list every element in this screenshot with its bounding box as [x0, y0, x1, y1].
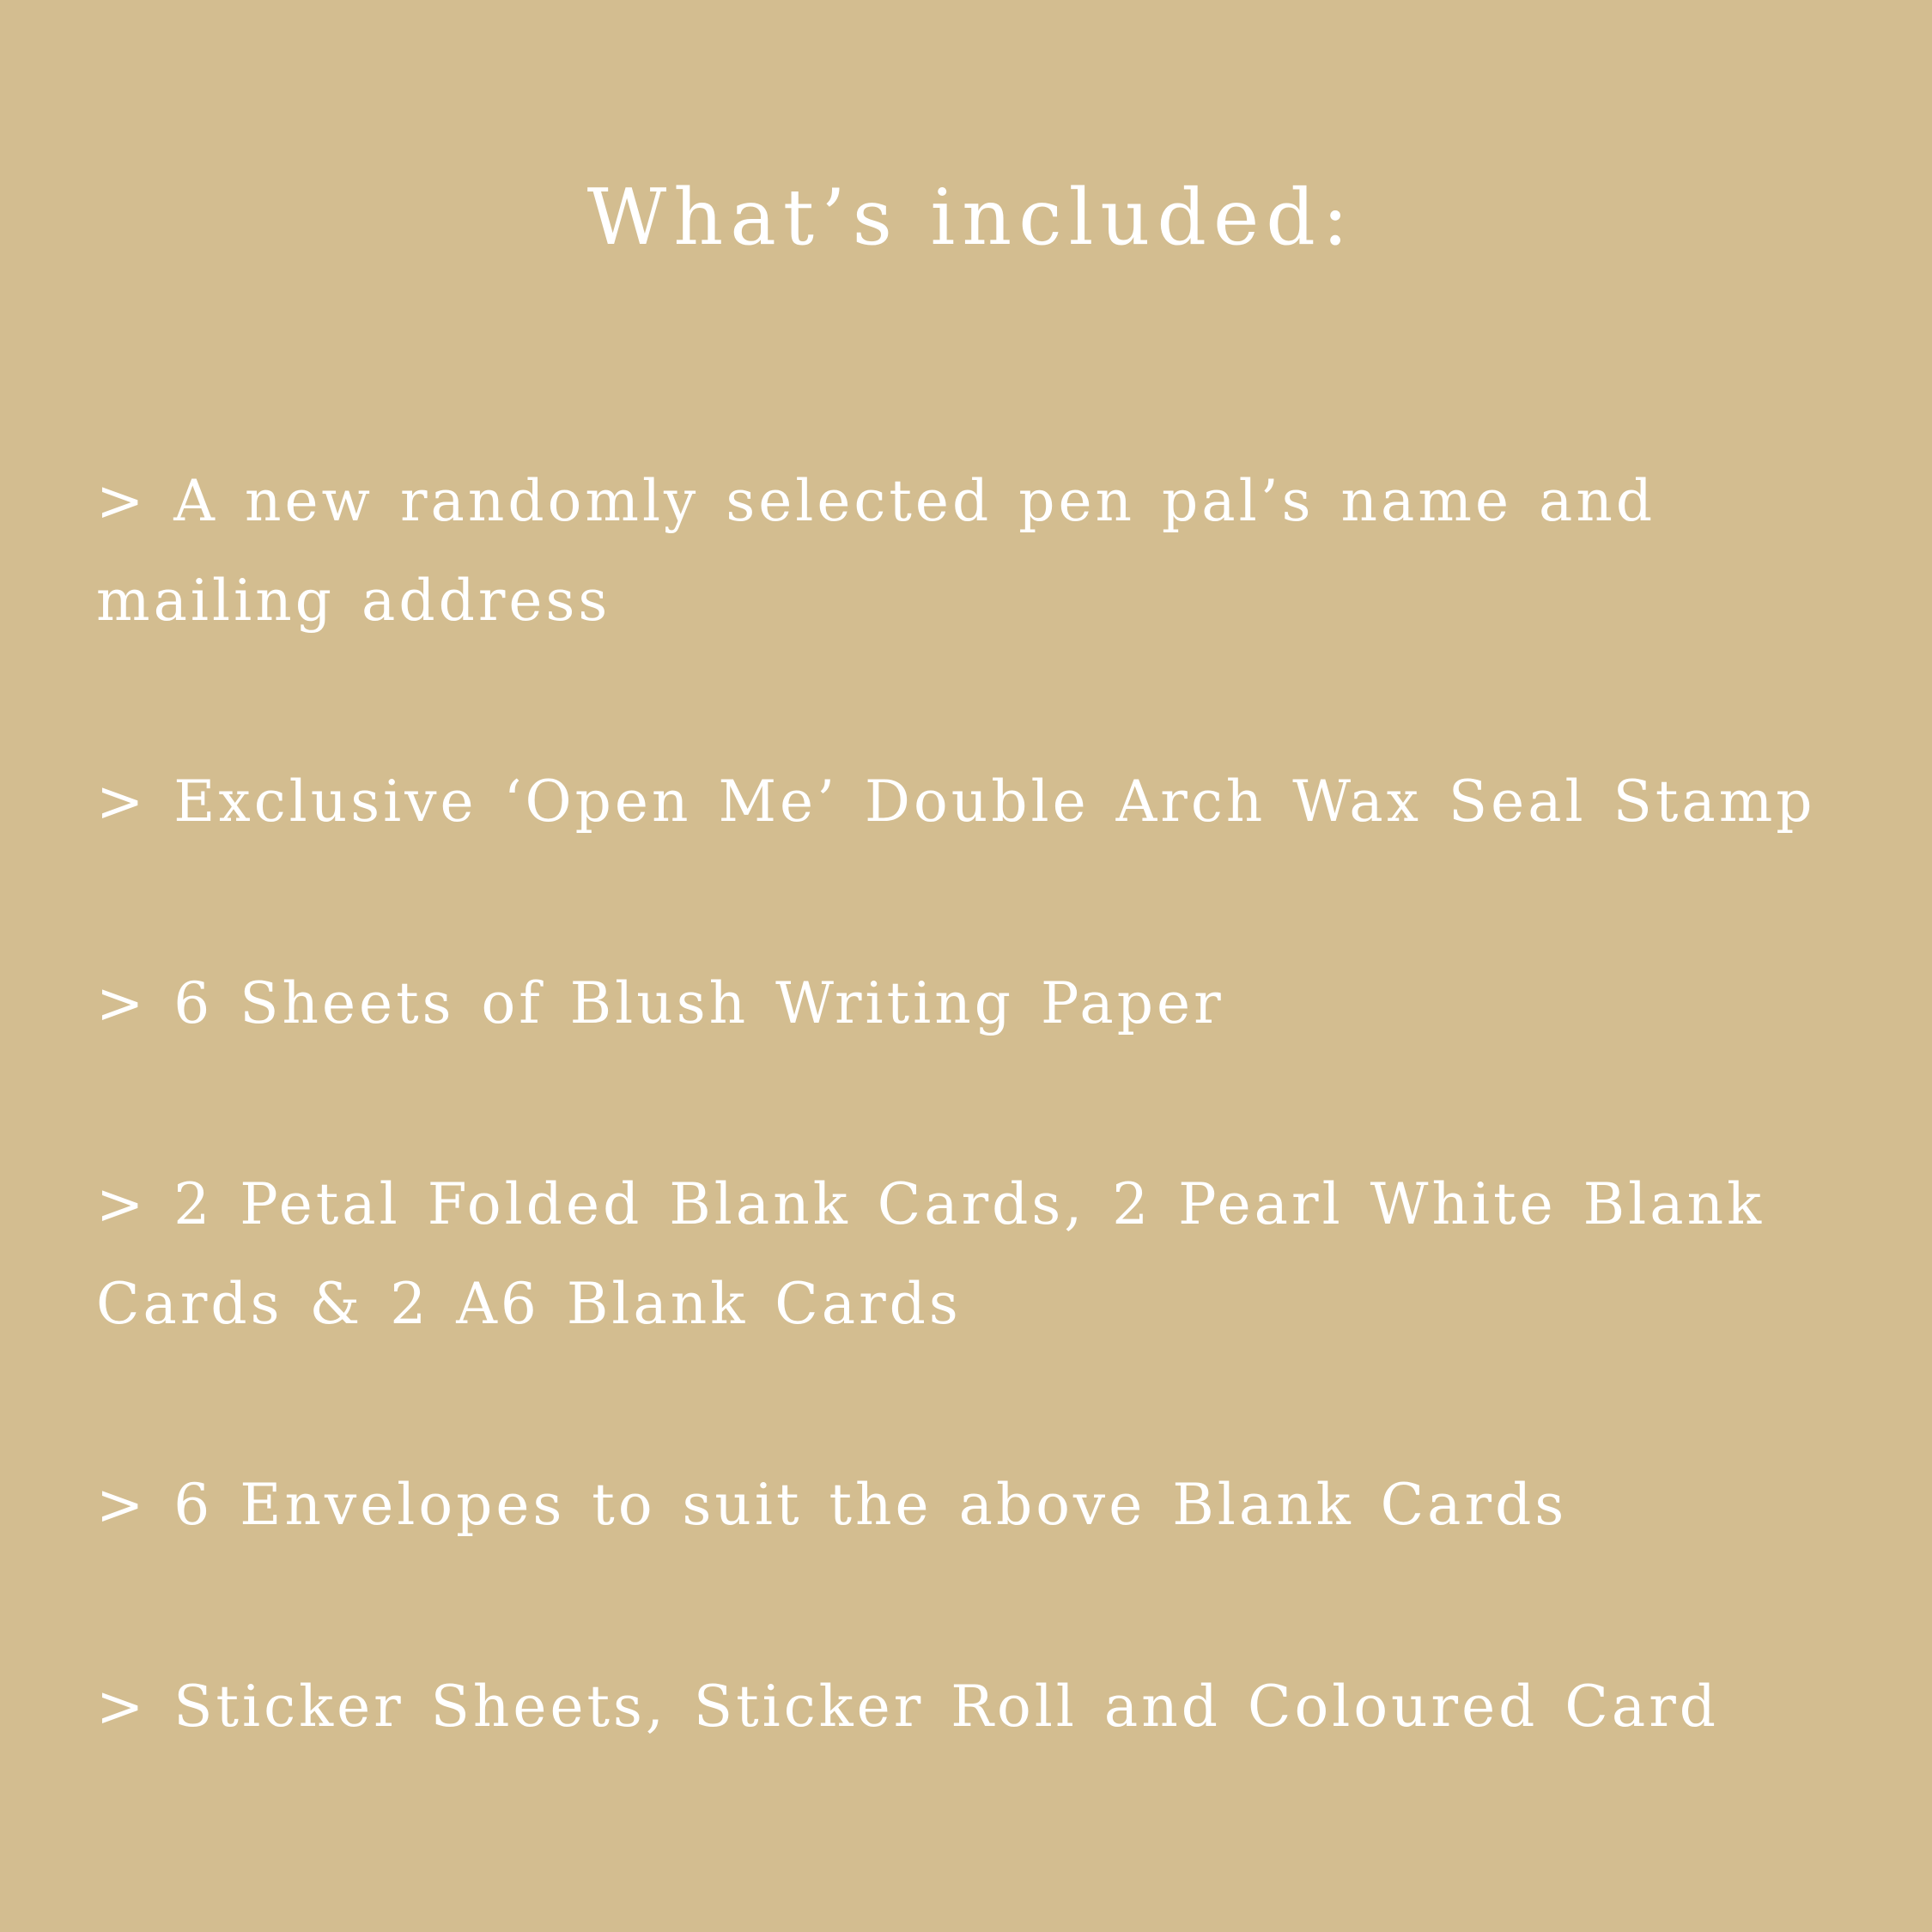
bullet-marker: >: [96, 1171, 148, 1237]
list-item: [96, 752, 1846, 852]
page-title: What’s included:: [586, 173, 1356, 263]
bullet-marker: >: [96, 1472, 148, 1538]
bullet-marker: >: [96, 969, 148, 1036]
bullet-marker: >: [96, 769, 148, 835]
list-item: [96, 954, 1846, 1054]
list-item: [96, 1455, 1846, 1555]
list-item-text: 2 Petal Folded Blank Cards, 2 Pearl White Blank Cards & 2 A6 Blank Cards: [96, 1171, 1765, 1337]
list-item: [96, 1155, 1846, 1353]
list-item-text: Sticker Sheets, Sticker Roll and Coloured Card: [173, 1673, 1720, 1740]
list-item-text: 6 Sheets of Blush Writing Paper: [173, 969, 1224, 1036]
bullet-marker: >: [96, 1673, 148, 1740]
list-item: [96, 452, 1846, 650]
list-item-text: Exclusive ‘Open Me’ Double Arch Wax Seal Stamp: [173, 769, 1816, 835]
list-item: [96, 1657, 1846, 1757]
included-items-list: [96, 452, 1846, 1756]
list-item-text: 6 Envelopes to suit the above Blank Cards: [173, 1472, 1568, 1538]
bullet-marker: >: [96, 468, 148, 534]
list-item-text: A new randomly selected pen pal’s name and mailing address: [96, 468, 1656, 634]
